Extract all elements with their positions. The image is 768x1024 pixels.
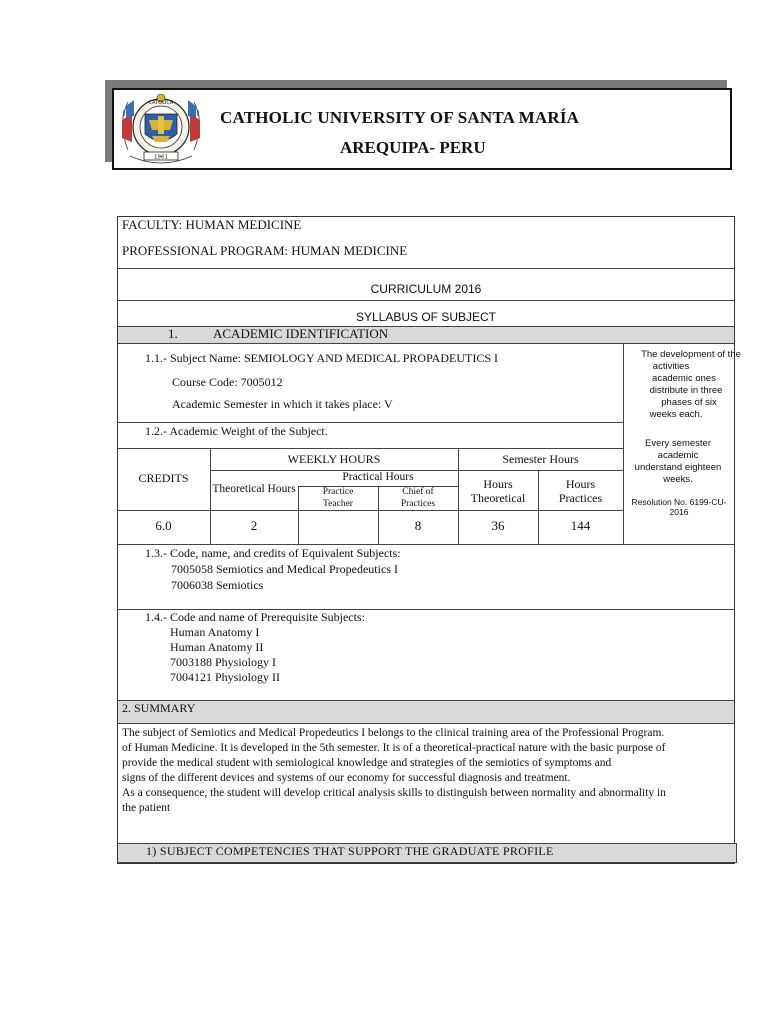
- label-line: Practice: [322, 487, 354, 497]
- academic-semester: Academic Semester in which it takes place: V: [172, 397, 393, 411]
- rule: [117, 700, 735, 701]
- equivalents-section: [145, 545, 401, 593]
- university-name: CATHOLIC UNIVERSITY OF SANTA MARÍA: [220, 108, 580, 127]
- rule: [117, 422, 623, 423]
- practice-teacher-label: [298, 487, 378, 510]
- rule: [117, 723, 735, 724]
- note-line: Resolution No. 6199-CU-: [631, 497, 727, 507]
- syllabus-line: SYLLABUS OF SUBJECT: [355, 310, 497, 324]
- label-line: Teacher: [323, 498, 353, 509]
- rule: [117, 268, 735, 269]
- summary-line: of Human Medicine. It is developed in the 5th semester. It is of a theoretical-practical nature with the basic purpose of: [122, 742, 666, 754]
- note-line: Every semester: [645, 438, 711, 449]
- rule: [117, 300, 735, 301]
- side-note-phases: [632, 349, 750, 421]
- chief-value: 8: [414, 518, 422, 533]
- rule: [117, 326, 735, 327]
- hours-practices-label: [538, 477, 623, 505]
- practical-hours-label: Practical Hours: [342, 471, 414, 483]
- prerequisite-item: Human Anatomy II: [170, 640, 264, 654]
- note-line: academic ones: [652, 373, 716, 384]
- summary-shade: [118, 700, 734, 723]
- rule: [117, 510, 623, 511]
- competencies-title: 1) SUBJECT COMPETENCIES THAT SUPPORT THE GRADUATE PROFILE: [146, 844, 554, 858]
- note-line: weeks.: [663, 474, 693, 485]
- program-line: PROFESSIONAL PROGRAM: HUMAN MEDICINE: [122, 243, 408, 258]
- prerequisites-heading: 1.4.- Code and name of Prerequisite Subjects:: [145, 610, 365, 624]
- note-line: weeks each.: [649, 409, 703, 420]
- theoretical-value: 2: [250, 518, 258, 533]
- note-line: understand eighteen: [634, 462, 722, 473]
- theoretical-hours-label: Theoretical Hours: [212, 483, 296, 495]
- note-line: academic: [657, 450, 699, 461]
- summary-line: As a consequence, the student will develop critical analysis skills to distinguish between normality and abnormality in: [122, 787, 666, 799]
- university-city: AREQUIPA- PERU: [340, 138, 486, 157]
- rule: [117, 343, 735, 344]
- prerequisite-item: 7004121 Physiology II: [170, 670, 281, 684]
- section-1-title: ACADEMIC IDENTIFICATION: [213, 326, 389, 341]
- summary-line: signs of the different devices and systems of our economy for successful diagnosis and treatment.: [122, 772, 571, 784]
- rule: [117, 448, 623, 449]
- summary-title: 2. SUMMARY: [122, 701, 196, 715]
- label-line: Practices: [400, 498, 436, 509]
- rule: [117, 862, 737, 863]
- label-line: Theoretical: [470, 491, 526, 505]
- semester-practices-value: 144: [570, 518, 591, 533]
- note-line: 2016: [669, 507, 689, 517]
- prerequisites-section: [145, 610, 365, 685]
- chief-practices-label: [378, 487, 458, 510]
- label-line: Hours: [565, 477, 596, 491]
- summary-line: the patient: [122, 802, 171, 814]
- summary-line: provide the medical student with semiological knowledge and strategies of the semiotics of symptoms and: [122, 757, 612, 769]
- label-line: Hours: [483, 477, 513, 491]
- note-line: phases of six: [661, 397, 717, 408]
- hours-theoretical-label: [458, 477, 538, 505]
- semester-hours-label: Semester Hours: [502, 452, 579, 466]
- section-1-number: 1.: [168, 326, 178, 341]
- prerequisite-item: 7003188 Physiology I: [170, 655, 277, 669]
- university-seal-icon: [118, 90, 204, 168]
- faculty-line: FACULTY: HUMAN MEDICINE: [122, 217, 302, 232]
- summary-text: [122, 726, 728, 816]
- svg-text:1961: 1961: [154, 154, 168, 161]
- equivalent-item: 7006038 Semiotics: [171, 578, 264, 592]
- prerequisite-item: Human Anatomy I: [170, 625, 260, 639]
- credits-label: CREDITS: [138, 471, 189, 485]
- equivalent-item: 7005058 Semiotics and Medical Propedeutics I: [171, 562, 398, 576]
- note-line: The development of the: [641, 349, 741, 360]
- semester-theoretical-value: 36: [491, 518, 505, 533]
- subject-name: 1.1.- Subject Name: SEMIOLOGY AND MEDICAL PROPADEUTICS I: [145, 351, 498, 365]
- academic-weight: 1.2.- Academic Weight of the Subject.: [145, 424, 328, 438]
- label-line: Chief of: [402, 487, 434, 497]
- credits-value: 6.0: [155, 518, 172, 533]
- curriculum-line: CURRICULUM 2016: [370, 282, 482, 296]
- rule: [736, 843, 737, 862]
- course-code: Course Code: 7005012: [172, 375, 283, 389]
- equivalents-heading: 1.3.- Code, name, and credits of Equivalent Subjects:: [145, 546, 401, 560]
- svg-text:CATOLICA: CATOLICA: [148, 100, 174, 106]
- summary-line: The subject of Semiotics and Medical Propedeutics I belongs to the clinical training area of the Professional Program.: [122, 727, 665, 739]
- note-line: distribute in three: [649, 385, 723, 396]
- side-note-weeks: [622, 438, 734, 486]
- label-line: Practices: [558, 491, 603, 505]
- section-1-shade: [118, 326, 734, 343]
- weekly-hours-label: WEEKLY HOURS: [287, 452, 381, 466]
- side-note-resolution: [624, 497, 734, 517]
- note-line: activities: [652, 361, 690, 372]
